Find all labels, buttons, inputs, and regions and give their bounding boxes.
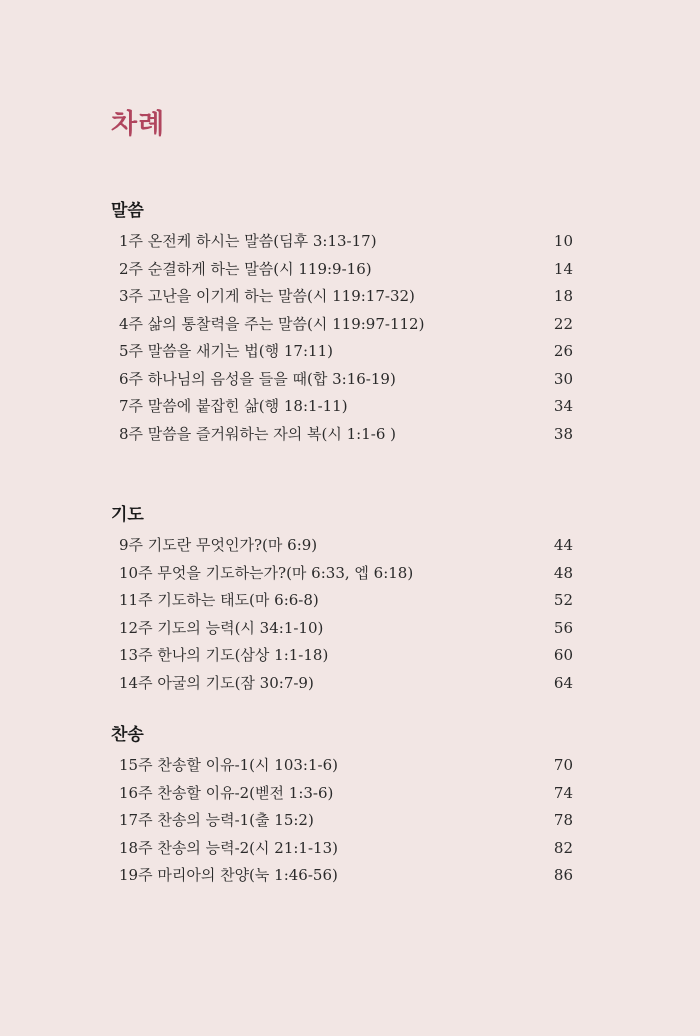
entry-title: 3주 고난을 이기게 하는 말씀(시 119:17-32): [119, 287, 415, 305]
section-prayer: [111, 504, 573, 697]
toc-entry: [111, 283, 573, 311]
toc-entry: [111, 615, 573, 643]
entry-title: 9주 기도란 무엇인가?(마 6:9): [119, 536, 318, 554]
entry-title: 17주 찬송의 능력-1(출 15:2): [119, 811, 314, 829]
toc-entry: [111, 338, 573, 366]
toc-entry: [111, 780, 573, 808]
entry-page-number: 10: [553, 232, 573, 250]
entry-title: 8주 말씀을 즐거워하는 자의 복(시 1:1-6 ): [119, 424, 396, 443]
entry-page-number: 56: [553, 618, 573, 637]
entry-title: 13주 한나의 기도(삼상 1:1-18): [119, 646, 329, 664]
entry-title: 6주 하나님의 음성을 들을 때(합 3:16-19): [119, 369, 396, 388]
entry-title: 11주 기도하는 태도(마 6:6-8): [119, 591, 319, 609]
section-word: [111, 200, 573, 448]
toc-entry: [111, 642, 573, 670]
entry-page-number: 52: [553, 591, 573, 609]
entry-page-number: 74: [553, 783, 573, 802]
section-heading: 기도: [111, 505, 144, 525]
entry-title: 1주 온전케 하시는 말씀(딤후 3:13-17): [119, 232, 377, 250]
page-title: 차례: [111, 109, 166, 140]
toc-entry: [111, 752, 573, 780]
entry-page-number: 48: [553, 563, 573, 582]
toc-entry: [111, 228, 573, 256]
entry-page-number: 60: [553, 646, 573, 664]
entry-title: 2주 순결하게 하는 말씀(시 119:9-16): [119, 259, 372, 278]
entry-title: 15주 찬송할 이유-1(시 103:1-6): [119, 756, 338, 774]
entry-title: 5주 말씀을 새기는 법(행 17:11): [119, 342, 333, 360]
entry-page-number: 14: [553, 259, 573, 278]
entry-page-number: 38: [553, 424, 573, 443]
entry-page-number: 70: [553, 756, 573, 774]
toc-entry: [111, 862, 573, 890]
toc-entry: [111, 532, 573, 560]
entry-page-number: 34: [553, 397, 573, 415]
entry-page-number: 64: [553, 673, 573, 692]
entry-page-number: 78: [553, 811, 573, 829]
entry-page-number: 30: [553, 369, 573, 388]
entry-title: 12주 기도의 능력(시 34:1-10): [119, 618, 324, 637]
entry-title: 10주 무엇을 기도하는가?(마 6:33, 엡 6:18): [119, 563, 414, 582]
entry-page-number: 86: [553, 866, 573, 884]
toc-entry: [111, 256, 573, 284]
toc-entry: [111, 560, 573, 588]
toc-entry: [111, 670, 573, 698]
toc-entry: [111, 366, 573, 394]
entry-page-number: 18: [553, 287, 573, 305]
toc-entry: [111, 835, 573, 863]
entry-title: 18주 찬송의 능력-2(시 21:1-13): [119, 838, 338, 857]
section-praise: [111, 724, 573, 890]
toc-entry: [111, 311, 573, 339]
toc-entry: [111, 587, 573, 615]
section-heading: 말씀: [111, 201, 144, 221]
entry-title: 14주 아굴의 기도(잠 30:7-9): [119, 673, 314, 692]
section-heading: 찬송: [111, 725, 144, 745]
entry-page-number: 26: [553, 342, 573, 360]
entry-title: 7주 말씀에 붙잡힌 삶(행 18:1-11): [119, 397, 348, 415]
toc-entry: [111, 393, 573, 421]
toc-entry: [111, 807, 573, 835]
entry-page-number: 82: [553, 838, 573, 857]
toc-entry: [111, 421, 573, 449]
entry-page-number: 22: [553, 314, 573, 333]
entry-title: 4주 삶의 통찰력을 주는 말씀(시 119:97-112): [119, 314, 425, 333]
entry-title: 16주 찬송할 이유-2(벧전 1:3-6): [119, 783, 334, 802]
entry-page-number: 44: [553, 536, 573, 554]
entry-title: 19주 마리아의 찬양(눅 1:46-56): [119, 866, 338, 884]
